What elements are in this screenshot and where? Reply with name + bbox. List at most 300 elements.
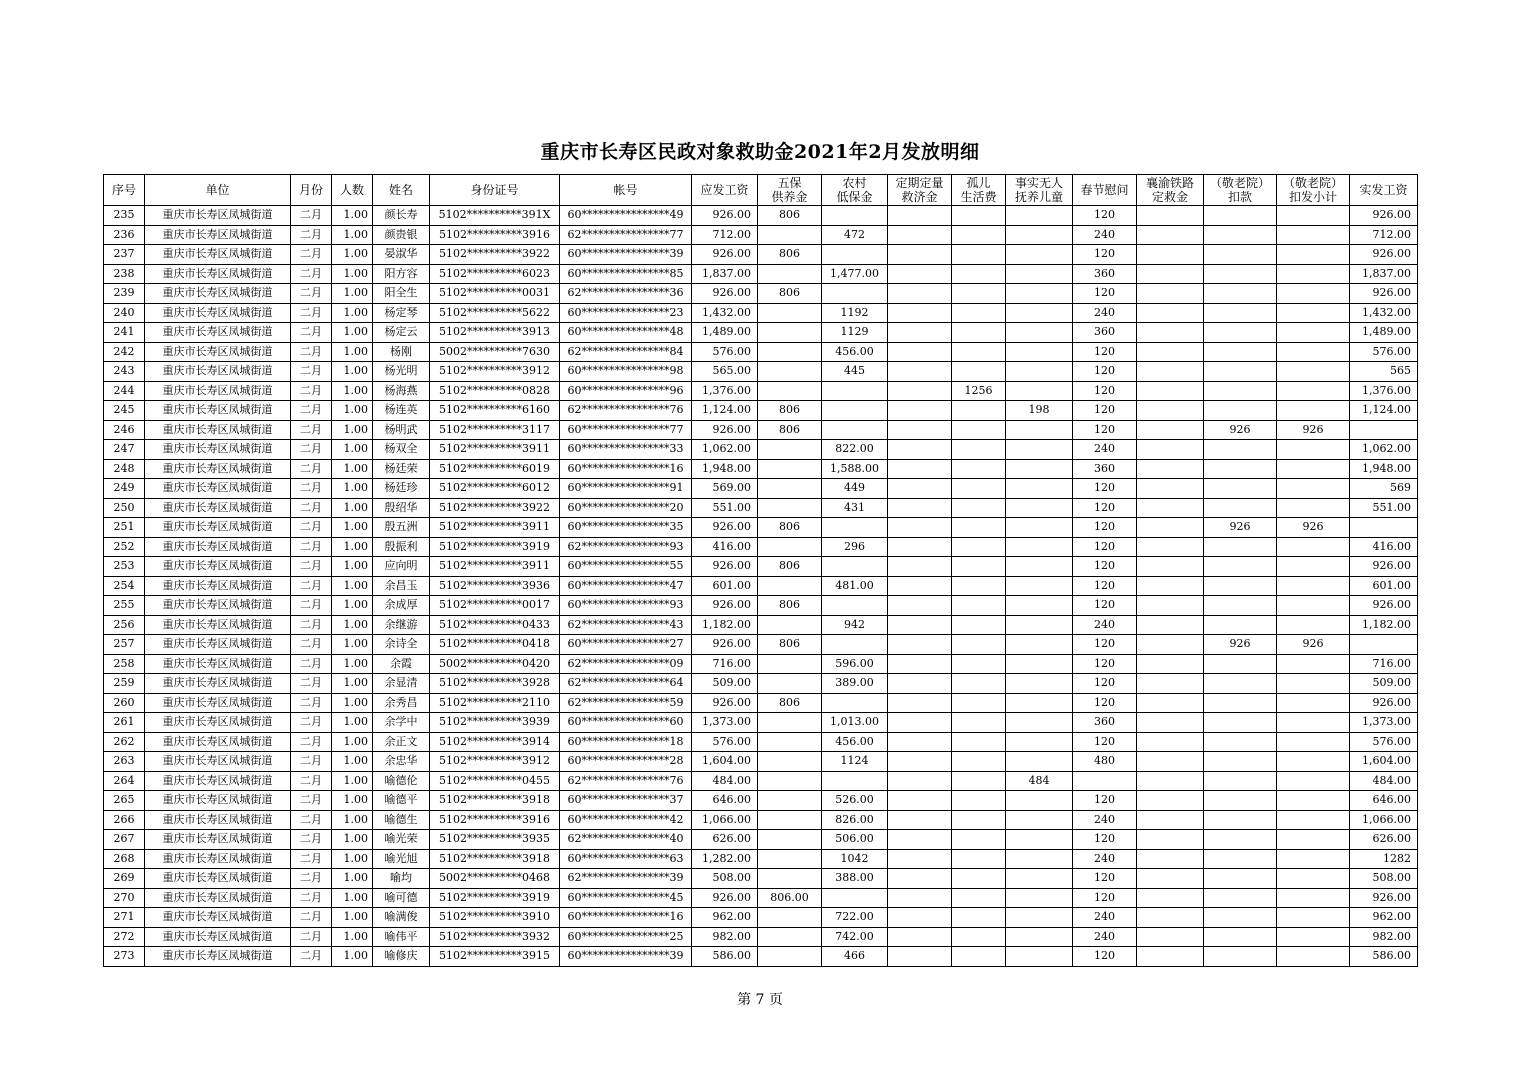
table-cell: 259	[104, 674, 145, 694]
table-cell: 喻伟平	[373, 927, 430, 947]
table-cell	[1137, 342, 1204, 362]
table-cell	[1137, 732, 1204, 752]
table-cell	[822, 206, 888, 226]
table-cell: 270	[104, 888, 145, 908]
table-cell: 5102**********3915	[430, 947, 560, 967]
table-cell	[1006, 791, 1073, 811]
table-cell	[758, 830, 822, 850]
table-row	[104, 323, 1418, 343]
table-cell: 1.00	[332, 869, 373, 889]
table-cell: 重庆市长寿区凤城街道	[145, 927, 291, 947]
table-cell	[822, 245, 888, 265]
table-cell	[1006, 869, 1073, 889]
table-cell: 5102**********3912	[430, 752, 560, 772]
table-cell: 716.00	[1350, 654, 1418, 674]
table-cell: 926.00	[1350, 284, 1418, 304]
table-cell: 二月	[291, 518, 332, 538]
table-cell: 62****************84	[560, 342, 692, 362]
table-cell	[1277, 615, 1350, 635]
table-cell	[952, 245, 1006, 265]
table-cell: 余忠华	[373, 752, 430, 772]
table-cell: 1282	[1350, 849, 1418, 869]
table-cell	[888, 303, 952, 323]
table-cell	[758, 459, 822, 479]
table-cell: 5102**********3939	[430, 713, 560, 733]
table-cell: 60****************77	[560, 420, 692, 440]
table-cell: 1.00	[332, 381, 373, 401]
table-cell: 重庆市长寿区凤城街道	[145, 459, 291, 479]
table-cell: 喻德平	[373, 791, 430, 811]
table-cell: 5102**********6160	[430, 401, 560, 421]
table-cell: 1.00	[332, 557, 373, 577]
table-cell: 431	[822, 498, 888, 518]
table-cell	[1277, 264, 1350, 284]
table-cell	[888, 693, 952, 713]
table-cell: 926.00	[1350, 245, 1418, 265]
table-cell: 1.00	[332, 576, 373, 596]
table-cell: 241	[104, 323, 145, 343]
table-cell	[952, 635, 1006, 655]
table-cell: 626.00	[692, 830, 758, 850]
table-cell	[888, 557, 952, 577]
table-cell	[1006, 713, 1073, 733]
table-cell: 1.00	[332, 674, 373, 694]
table-cell: 120	[1073, 362, 1137, 382]
table-cell: 1,376.00	[692, 381, 758, 401]
table-cell: 526.00	[822, 791, 888, 811]
table-cell: 60****************48	[560, 323, 692, 343]
table-cell: 1,062.00	[1350, 440, 1418, 460]
table-row	[104, 459, 1418, 479]
table-cell	[1204, 557, 1277, 577]
table-row	[104, 674, 1418, 694]
table-cell	[1204, 674, 1277, 694]
column-header: 姓名	[373, 175, 430, 206]
table-cell: 1,066.00	[1350, 810, 1418, 830]
table-cell: 1.00	[332, 791, 373, 811]
table-cell	[1006, 752, 1073, 772]
table-cell: 62****************64	[560, 674, 692, 694]
table-cell: 二月	[291, 752, 332, 772]
table-cell: 806	[758, 245, 822, 265]
table-cell: 重庆市长寿区凤城街道	[145, 635, 291, 655]
table-cell: 240	[1073, 908, 1137, 928]
table-cell: 余继游	[373, 615, 430, 635]
table-cell	[822, 693, 888, 713]
table-cell	[1006, 635, 1073, 655]
table-cell: 5102**********3928	[430, 674, 560, 694]
table-cell: 重庆市长寿区凤城街道	[145, 440, 291, 460]
table-cell	[952, 303, 1006, 323]
column-header: 襄渝铁路 定救金	[1137, 175, 1204, 206]
table-cell: 551.00	[1350, 498, 1418, 518]
table-cell	[1277, 362, 1350, 382]
table-cell: 1.00	[332, 596, 373, 616]
table-cell	[822, 420, 888, 440]
table-row	[104, 791, 1418, 811]
table-cell	[1137, 420, 1204, 440]
column-header: 身份证号	[430, 175, 560, 206]
table-cell: 60****************85	[560, 264, 692, 284]
table-cell: 472	[822, 225, 888, 245]
table-cell: 576.00	[1350, 342, 1418, 362]
table-cell: 60****************35	[560, 518, 692, 538]
table-cell: 重庆市长寿区凤城街道	[145, 654, 291, 674]
table-cell	[1137, 264, 1204, 284]
table-cell	[1277, 654, 1350, 674]
table-cell: 二月	[291, 420, 332, 440]
table-cell: 569.00	[692, 479, 758, 499]
table-cell: 120	[1073, 947, 1137, 967]
table-cell	[1006, 381, 1073, 401]
table-cell	[1204, 849, 1277, 869]
table-cell	[1277, 791, 1350, 811]
table-cell	[1006, 674, 1073, 694]
table-cell: 重庆市长寿区凤城街道	[145, 225, 291, 245]
table-cell	[758, 771, 822, 791]
table-cell: 1,489.00	[692, 323, 758, 343]
table-cell	[1006, 654, 1073, 674]
table-cell: 5102**********3918	[430, 849, 560, 869]
table-cell: 1.00	[332, 420, 373, 440]
table-cell	[1006, 498, 1073, 518]
table-cell: 569	[1350, 479, 1418, 499]
table-cell: 余学中	[373, 713, 430, 733]
page-title: 重庆市长寿区民政对象救助金2021年2月发放明细	[540, 141, 980, 163]
table-cell: 62****************09	[560, 654, 692, 674]
table-cell: 1,948.00	[692, 459, 758, 479]
table-cell	[952, 362, 1006, 382]
table-cell: 二月	[291, 732, 332, 752]
table-cell: 262	[104, 732, 145, 752]
table-cell	[1006, 615, 1073, 635]
table-cell: 5102**********0017	[430, 596, 560, 616]
table-cell: 198	[1006, 401, 1073, 421]
table-cell: 1192	[822, 303, 888, 323]
table-cell: 喻均	[373, 869, 430, 889]
table-cell: 806.00	[758, 888, 822, 908]
table-cell	[1137, 635, 1204, 655]
table-row	[104, 771, 1418, 791]
table-cell: 重庆市长寿区凤城街道	[145, 849, 291, 869]
table-cell: 806	[758, 693, 822, 713]
table-cell: 殷绍华	[373, 498, 430, 518]
column-header: 孤儿 生活费	[952, 175, 1006, 206]
table-row	[104, 752, 1418, 772]
table-cell: 重庆市长寿区凤城街道	[145, 752, 291, 772]
table-cell: 喻修庆	[373, 947, 430, 967]
table-cell	[822, 401, 888, 421]
table-cell	[1137, 713, 1204, 733]
table-cell	[1204, 947, 1277, 967]
table-row	[104, 557, 1418, 577]
table-cell: 二月	[291, 323, 332, 343]
table-cell: 240	[1073, 440, 1137, 460]
table-cell: 1,373.00	[692, 713, 758, 733]
table-cell	[1277, 596, 1350, 616]
table-cell: 806	[758, 557, 822, 577]
table-cell: 5002**********0420	[430, 654, 560, 674]
table-cell: 5102**********3911	[430, 557, 560, 577]
table-cell: 120	[1073, 420, 1137, 440]
table-cell: 722.00	[822, 908, 888, 928]
table-cell: 449	[822, 479, 888, 499]
table-cell	[758, 362, 822, 382]
table-cell	[1277, 498, 1350, 518]
table-cell	[888, 635, 952, 655]
table-row	[104, 206, 1418, 226]
table-cell: 1.00	[332, 810, 373, 830]
table-cell: 重庆市长寿区凤城街道	[145, 810, 291, 830]
table-cell	[1137, 869, 1204, 889]
table-cell	[888, 576, 952, 596]
table-cell: 120	[1073, 693, 1137, 713]
table-cell: 60****************39	[560, 947, 692, 967]
table-cell: 576.00	[692, 732, 758, 752]
table-cell	[1006, 849, 1073, 869]
table-cell	[1277, 908, 1350, 928]
table-cell: 重庆市长寿区凤城街道	[145, 381, 291, 401]
table-cell: 杨光明	[373, 362, 430, 382]
table-cell: 120	[1073, 498, 1137, 518]
table-cell	[1204, 362, 1277, 382]
table-cell	[1137, 947, 1204, 967]
table-row	[104, 401, 1418, 421]
table-cell: 466	[822, 947, 888, 967]
table-cell: 263	[104, 752, 145, 772]
table-cell: 重庆市长寿区凤城街道	[145, 264, 291, 284]
table-cell	[1277, 810, 1350, 830]
table-cell	[822, 381, 888, 401]
table-cell: 5102**********3936	[430, 576, 560, 596]
table-cell	[888, 654, 952, 674]
table-cell	[758, 752, 822, 772]
table-cell	[1006, 927, 1073, 947]
table-cell: 484.00	[1350, 771, 1418, 791]
table-cell	[888, 518, 952, 538]
table-cell: 1,604.00	[1350, 752, 1418, 772]
table-cell	[758, 440, 822, 460]
table-cell: 826.00	[822, 810, 888, 830]
table-cell	[1006, 420, 1073, 440]
table-cell	[1137, 245, 1204, 265]
table-row	[104, 420, 1418, 440]
table-cell: 272	[104, 927, 145, 947]
table-cell: 5102**********3117	[430, 420, 560, 440]
table-cell: 240	[1073, 927, 1137, 947]
table-cell	[1277, 479, 1350, 499]
table-cell: 重庆市长寿区凤城街道	[145, 420, 291, 440]
table-cell	[1277, 537, 1350, 557]
table-cell	[1204, 381, 1277, 401]
table-cell: 120	[1073, 635, 1137, 655]
table-row	[104, 654, 1418, 674]
table-cell	[952, 791, 1006, 811]
table-cell: 1.00	[332, 693, 373, 713]
table-cell: 1042	[822, 849, 888, 869]
column-header: 农村 低保金	[822, 175, 888, 206]
table-cell: 62****************39	[560, 869, 692, 889]
table-cell	[1006, 362, 1073, 382]
table-cell: 颜长寿	[373, 206, 430, 226]
table-cell	[1137, 830, 1204, 850]
table-cell	[1277, 557, 1350, 577]
table-cell	[1204, 576, 1277, 596]
table-cell: 60****************93	[560, 596, 692, 616]
table-cell: 926	[1204, 420, 1277, 440]
table-cell: 杨定琴	[373, 303, 430, 323]
table-cell: 576.00	[692, 342, 758, 362]
table-cell: 245	[104, 401, 145, 421]
table-cell: 60****************37	[560, 791, 692, 811]
table-cell	[1204, 537, 1277, 557]
table-cell: 重庆市长寿区凤城街道	[145, 498, 291, 518]
table-cell: 1.00	[332, 849, 373, 869]
table-cell	[1350, 420, 1418, 440]
table-row	[104, 849, 1418, 869]
table-row	[104, 362, 1418, 382]
table-cell	[952, 518, 1006, 538]
table-cell	[822, 635, 888, 655]
table-cell: 254	[104, 576, 145, 596]
table-cell	[1204, 615, 1277, 635]
table-cell	[1204, 732, 1277, 752]
table-cell: 62****************76	[560, 771, 692, 791]
table-cell	[888, 420, 952, 440]
table-cell: 1.00	[332, 264, 373, 284]
table-cell: 120	[1073, 791, 1137, 811]
table-cell: 二月	[291, 869, 332, 889]
table-cell: 余霞	[373, 654, 430, 674]
table-cell: 267	[104, 830, 145, 850]
table-cell: 1.00	[332, 615, 373, 635]
table-cell: 二月	[291, 459, 332, 479]
table-cell: 1.00	[332, 362, 373, 382]
table-cell: 120	[1073, 654, 1137, 674]
table-cell: 1.00	[332, 401, 373, 421]
table-cell: 重庆市长寿区凤城街道	[145, 713, 291, 733]
table-cell: 942	[822, 615, 888, 635]
table-row	[104, 888, 1418, 908]
column-header: 序号	[104, 175, 145, 206]
table-cell	[952, 557, 1006, 577]
table-cell: 重庆市长寿区凤城街道	[145, 518, 291, 538]
table-cell: 1.00	[332, 947, 373, 967]
table-cell	[888, 323, 952, 343]
table-cell	[758, 381, 822, 401]
table-cell	[1137, 654, 1204, 674]
table-cell: 1.00	[332, 303, 373, 323]
table-cell: 二月	[291, 479, 332, 499]
table-cell	[1204, 342, 1277, 362]
table-cell: 喻德生	[373, 810, 430, 830]
table-cell	[952, 869, 1006, 889]
table-cell	[1137, 440, 1204, 460]
table-cell: 244	[104, 381, 145, 401]
table-cell	[1204, 206, 1277, 226]
table-cell: 5102**********0828	[430, 381, 560, 401]
table-cell	[952, 674, 1006, 694]
table-cell: 二月	[291, 615, 332, 635]
table-cell	[1204, 791, 1277, 811]
table-cell: 60****************47	[560, 576, 692, 596]
table-cell	[758, 342, 822, 362]
table-cell: 926.00	[692, 635, 758, 655]
table-cell: 240	[1073, 615, 1137, 635]
table-cell: 5102**********391X	[430, 206, 560, 226]
table-cell: 二月	[291, 674, 332, 694]
table-cell	[1137, 401, 1204, 421]
table-cell: 926.00	[692, 420, 758, 440]
table-cell	[952, 459, 1006, 479]
table-cell: 120	[1073, 674, 1137, 694]
table-cell: 二月	[291, 440, 332, 460]
table-cell: 1.00	[332, 440, 373, 460]
table-cell	[1204, 888, 1277, 908]
table-cell	[1204, 908, 1277, 928]
table-cell	[1204, 869, 1277, 889]
table-cell: 喻德伦	[373, 771, 430, 791]
table-row	[104, 537, 1418, 557]
table-cell: 806	[758, 206, 822, 226]
table-cell: 565	[1350, 362, 1418, 382]
table-cell: 5102**********3911	[430, 518, 560, 538]
table-cell: 252	[104, 537, 145, 557]
table-cell	[1277, 752, 1350, 772]
table-cell: 5102**********2110	[430, 693, 560, 713]
table-cell	[1204, 771, 1277, 791]
table-cell: 余秀昌	[373, 693, 430, 713]
column-header: 人数	[332, 175, 373, 206]
table-cell	[888, 459, 952, 479]
table-cell	[1277, 674, 1350, 694]
table-cell: 258	[104, 654, 145, 674]
table-cell: 388.00	[822, 869, 888, 889]
table-cell: 重庆市长寿区凤城街道	[145, 908, 291, 928]
table-cell	[952, 927, 1006, 947]
table-cell	[888, 264, 952, 284]
table-cell	[1277, 771, 1350, 791]
table-cell	[1137, 206, 1204, 226]
table-cell	[888, 206, 952, 226]
table-cell: 1,182.00	[1350, 615, 1418, 635]
table-cell: 237	[104, 245, 145, 265]
table-cell: 重庆市长寿区凤城街道	[145, 576, 291, 596]
table-cell	[1277, 440, 1350, 460]
table-cell: 颜贵银	[373, 225, 430, 245]
table-cell: 601.00	[1350, 576, 1418, 596]
table-cell	[952, 654, 1006, 674]
column-header: （敬老院） 扣发小计	[1277, 175, 1350, 206]
table-cell: 5102**********3910	[430, 908, 560, 928]
table-cell	[758, 576, 822, 596]
table-cell: 1,489.00	[1350, 323, 1418, 343]
table-cell: 二月	[291, 888, 332, 908]
table-cell	[952, 771, 1006, 791]
table-cell	[1006, 732, 1073, 752]
table-cell	[952, 830, 1006, 850]
table-cell: 1,837.00	[692, 264, 758, 284]
table-cell: 1,124.00	[692, 401, 758, 421]
table-cell: 重庆市长寿区凤城街道	[145, 537, 291, 557]
table-row	[104, 264, 1418, 284]
table-cell: 二月	[291, 342, 332, 362]
table-cell: 杨廷珍	[373, 479, 430, 499]
table-cell: 508.00	[1350, 869, 1418, 889]
table-cell	[1204, 927, 1277, 947]
table-cell: 565.00	[692, 362, 758, 382]
table-cell: 249	[104, 479, 145, 499]
